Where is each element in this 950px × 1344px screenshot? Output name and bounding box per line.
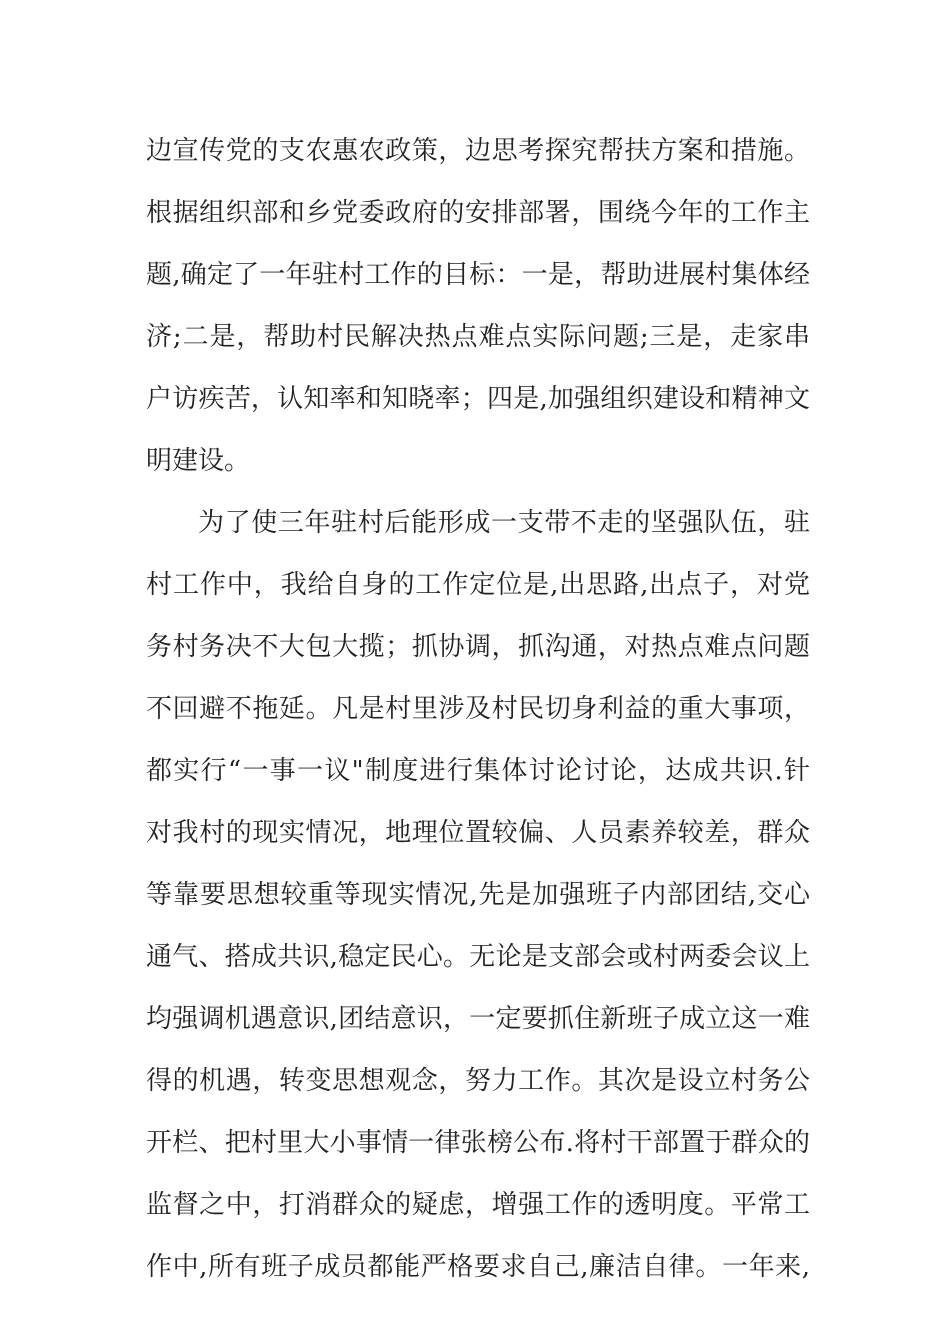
text-line: 监督之中，打消群众的疑虑，增强工作的透明度。平常工 xyxy=(146,1190,810,1220)
text-line: 户访疾苦，认知率和知晓率；四是,加强组织建设和精神文 xyxy=(146,384,810,414)
text-line: 得的机遇，转变思想观念，努力工作。其次是设立村务公 xyxy=(146,1066,810,1096)
text-line: 村工作中，我给自身的工作定位是,出思路,出点子，对党 xyxy=(146,570,810,600)
text-line-paragraph-start: 为了使三年驻村后能形成一支带不走的坚强队伍，驻 xyxy=(198,508,810,538)
text-line: 根据组织部和乡党委政府的安排部署，围绕今年的工作主 xyxy=(146,198,810,228)
text-line: 务村务决不大包大揽；抓协调，抓沟通，对热点难点问题 xyxy=(146,632,810,662)
text-line: 题,确定了一年驻村工作的目标：一是，帮助进展村集体经 xyxy=(146,260,810,290)
text-line: 济;二是，帮助村民解决热点难点实际问题;三是，走家串 xyxy=(146,322,810,352)
text-line: 不回避不拖延。凡是村里涉及村民切身利益的重大事项， xyxy=(146,694,810,724)
text-line: 通气、搭成共识,稳定民心。无论是支部会或村两委会议上 xyxy=(146,942,810,972)
text-line: 开栏、把村里大小事情一律张榜公布.将村干部置于群众的 xyxy=(146,1128,810,1158)
text-line: 边宣传党的支农惠农政策，边思考探究帮扶方案和措施。 xyxy=(146,136,810,166)
text-line-paragraph-end: 明建设。 xyxy=(146,446,251,476)
text-line: 等靠要思想较重等现实情况,先是加强班子内部团结,交心 xyxy=(146,880,810,910)
text-line: 作中,所有班子成员都能严格要求自己,廉洁自律。一年来, xyxy=(146,1252,810,1282)
text-line: 对我村的现实情况，地理位置较偏、人员素养较差，群众 xyxy=(146,818,810,848)
text-line: 都实行“一事一议"制度进行集体讨论讨论，达成共识.针 xyxy=(146,756,810,786)
text-line: 均强调机遇意识,团结意识，一定要抓住新班子成立这一难 xyxy=(146,1004,810,1034)
